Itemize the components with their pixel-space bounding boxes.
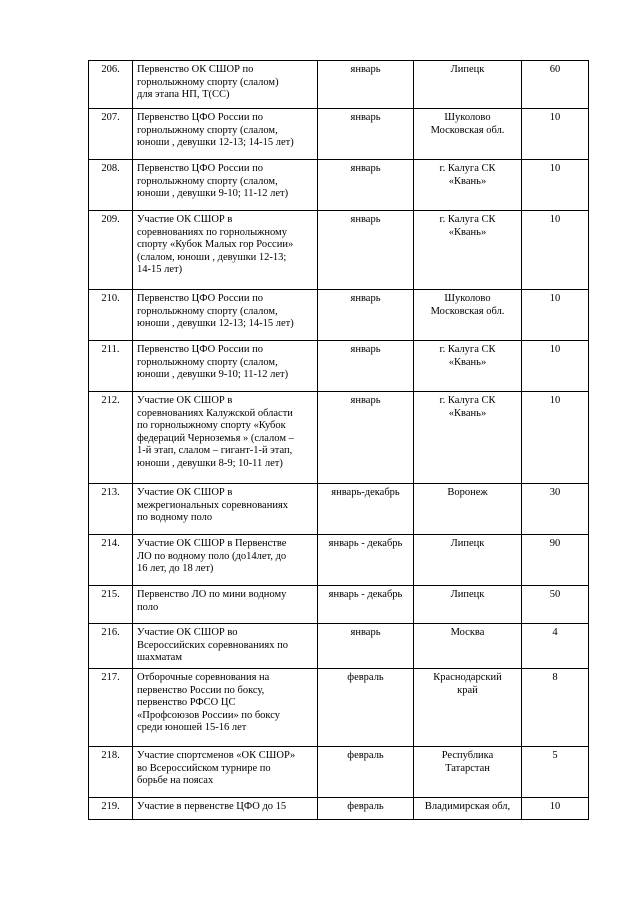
participant-count-cell xyxy=(522,484,589,535)
row-number: 217. xyxy=(101,672,120,683)
event-place-cell xyxy=(414,747,522,798)
event-place: Краснодарский край xyxy=(433,672,502,696)
participant-count: 4 xyxy=(552,627,558,638)
event-name: Участие ОК СШОР в межрегиональных соревнованиях по водному поло xyxy=(137,487,289,523)
row-number: 208. xyxy=(101,163,120,174)
participant-count-cell xyxy=(522,290,589,341)
event-date-cell xyxy=(318,535,414,586)
participant-count-cell xyxy=(522,798,589,820)
event-place-cell xyxy=(414,669,522,747)
participant-count-cell xyxy=(522,586,589,624)
row-number-cell xyxy=(89,798,133,820)
event-date: январь xyxy=(350,293,381,304)
event-date-cell xyxy=(318,61,414,109)
table-row xyxy=(89,109,589,160)
participant-count-cell xyxy=(522,669,589,747)
event-name: Первенство ОК СШОР по горнолыжному спорту (слалом) для этапа НП, Т(СС) xyxy=(137,64,279,100)
event-place-cell xyxy=(414,392,522,484)
event-place: Воронеж xyxy=(447,487,488,498)
event-name: Первенство ЦФО России по горнолыжному спорту (слалом, юноши , девушки 12-13; 14-15 лет) xyxy=(137,112,294,148)
participant-count: 90 xyxy=(549,538,561,549)
event-name: Первенство ЦФО России по горнолыжному спорту (слалом, юноши , девушки 9-10; 11-12 лет) xyxy=(137,163,289,199)
table-row xyxy=(89,61,589,109)
event-date: январь xyxy=(350,64,381,75)
events-table xyxy=(88,60,589,820)
event-name-cell xyxy=(133,109,318,160)
row-number: 213. xyxy=(101,487,120,498)
table-row xyxy=(89,211,589,290)
participant-count-cell xyxy=(522,341,589,392)
event-name: Участие ОК СШОР в соревнованиях по горнолыжному спорту «Кубок Малых гор России» (слалом, юноши , девушки 12-13; 14-15 лет) xyxy=(137,214,294,275)
row-number: 214. xyxy=(101,538,120,549)
row-number-cell xyxy=(89,160,133,211)
event-place-cell xyxy=(414,211,522,290)
table-row xyxy=(89,484,589,535)
participant-count: 10 xyxy=(549,395,561,406)
table-row xyxy=(89,586,589,624)
participant-count: 60 xyxy=(549,64,561,75)
row-number-cell xyxy=(89,61,133,109)
row-number: 210. xyxy=(101,293,120,304)
event-date-cell xyxy=(318,109,414,160)
table-row xyxy=(89,290,589,341)
event-place-cell xyxy=(414,160,522,211)
row-number: 215. xyxy=(101,589,120,600)
event-name-cell xyxy=(133,747,318,798)
participant-count: 10 xyxy=(549,801,561,812)
row-number-cell xyxy=(89,211,133,290)
event-date-cell xyxy=(318,392,414,484)
event-place-cell xyxy=(414,290,522,341)
event-name-cell xyxy=(133,290,318,341)
event-date-cell xyxy=(318,160,414,211)
event-name: Участие в первенстве ЦФО до 15 xyxy=(137,801,287,812)
event-name-cell xyxy=(133,586,318,624)
event-name: Первенство ЦФО России по горнолыжному спорту (слалом, юноши , девушки 12-13; 14-15 лет) xyxy=(137,293,294,329)
event-name: Первенство ЦФО России по горнолыжному спорту (слалом, юноши , девушки 9-10; 11-12 лет) xyxy=(137,344,289,380)
row-number-cell xyxy=(89,669,133,747)
row-number: 219. xyxy=(101,801,120,812)
event-place: Шуколово Московская обл. xyxy=(430,293,505,317)
participant-count: 5 xyxy=(552,750,558,761)
participant-count-cell xyxy=(522,392,589,484)
event-name-cell xyxy=(133,341,318,392)
row-number-cell xyxy=(89,484,133,535)
event-date: январь xyxy=(350,112,381,123)
event-place: Липецк xyxy=(450,589,485,600)
event-date-cell xyxy=(318,669,414,747)
event-date-cell xyxy=(318,290,414,341)
event-name-cell xyxy=(133,392,318,484)
participant-count-cell xyxy=(522,109,589,160)
table-row xyxy=(89,747,589,798)
row-number-cell xyxy=(89,109,133,160)
row-number: 207. xyxy=(101,112,120,123)
event-name-cell xyxy=(133,160,318,211)
participant-count: 8 xyxy=(552,672,558,683)
row-number: 211. xyxy=(101,344,120,355)
event-name-cell xyxy=(133,484,318,535)
event-name-cell xyxy=(133,535,318,586)
participant-count: 10 xyxy=(549,344,561,355)
row-number-cell xyxy=(89,290,133,341)
event-place-cell xyxy=(414,61,522,109)
participant-count: 30 xyxy=(549,487,561,498)
row-number: 212. xyxy=(101,395,120,406)
event-date: январь xyxy=(350,163,381,174)
event-place: г. Калуга СК «Квань» xyxy=(439,344,496,368)
table-row xyxy=(89,798,589,820)
event-name: Отборочные соревнования на первенство России по боксу, первенство РФСО ЦС «Профсоюзов России» по боксу среди юношей 15-16 лет xyxy=(137,672,281,733)
row-number: 206. xyxy=(101,64,120,75)
event-place-cell xyxy=(414,624,522,669)
event-date-cell xyxy=(318,484,414,535)
row-number-cell xyxy=(89,341,133,392)
row-number-cell xyxy=(89,586,133,624)
participant-count-cell xyxy=(522,624,589,669)
row-number: 216. xyxy=(101,627,120,638)
event-date-cell xyxy=(318,747,414,798)
event-date: февраль xyxy=(347,750,384,761)
events-table-body xyxy=(89,61,589,820)
event-date-cell xyxy=(318,624,414,669)
event-place-cell xyxy=(414,798,522,820)
event-date-cell xyxy=(318,211,414,290)
row-number: 218. xyxy=(101,750,120,761)
event-place: Шуколово Московская обл. xyxy=(430,112,505,136)
table-row xyxy=(89,624,589,669)
event-name: Участие ОК СШОР в Первенстве ЛО по водному поло (до14лет, до 16 лет, до 18 лет) xyxy=(137,538,287,574)
event-place-cell xyxy=(414,341,522,392)
event-date: январь xyxy=(350,627,381,638)
participant-count-cell xyxy=(522,160,589,211)
event-place-cell xyxy=(414,484,522,535)
event-date: январь xyxy=(350,344,381,355)
event-name-cell xyxy=(133,211,318,290)
event-name: Первенство ЛО по мини водному поло xyxy=(137,589,287,613)
event-date: январь - декабрь xyxy=(328,538,403,549)
participant-count: 10 xyxy=(549,214,561,225)
event-place: Владимирская обл, xyxy=(424,801,511,812)
participant-count-cell xyxy=(522,535,589,586)
table-row xyxy=(89,160,589,211)
event-place-cell xyxy=(414,535,522,586)
table-row xyxy=(89,341,589,392)
event-name-cell xyxy=(133,61,318,109)
event-name-cell xyxy=(133,669,318,747)
row-number-cell xyxy=(89,747,133,798)
row-number-cell xyxy=(89,392,133,484)
table-row xyxy=(89,392,589,484)
row-number-cell xyxy=(89,624,133,669)
table-row xyxy=(89,535,589,586)
participant-count: 50 xyxy=(549,589,561,600)
event-date: январь xyxy=(350,214,381,225)
event-name-cell xyxy=(133,798,318,820)
event-place: Липецк xyxy=(450,64,485,75)
event-date-cell xyxy=(318,586,414,624)
event-place-cell xyxy=(414,109,522,160)
participant-count-cell xyxy=(522,747,589,798)
event-place: г. Калуга СК «Квань» xyxy=(439,395,496,419)
event-name: Участие ОК СШОР во Всероссийских соревнованиях по шахматам xyxy=(137,627,288,663)
participant-count: 10 xyxy=(549,293,561,304)
event-date: январь xyxy=(350,395,381,406)
event-place: г. Калуга СК «Квань» xyxy=(439,214,496,238)
event-place-cell xyxy=(414,586,522,624)
event-place: Республика Татарстан xyxy=(441,750,494,774)
table-row xyxy=(89,669,589,747)
event-place: г. Калуга СК «Квань» xyxy=(439,163,496,187)
event-name-cell xyxy=(133,624,318,669)
event-place: Москва xyxy=(450,627,485,638)
participant-count: 10 xyxy=(549,112,561,123)
event-date: январь - декабрь xyxy=(328,589,403,600)
row-number: 209. xyxy=(101,214,120,225)
event-date: февраль xyxy=(347,801,384,812)
participant-count: 10 xyxy=(549,163,561,174)
event-date-cell xyxy=(318,798,414,820)
participant-count-cell xyxy=(522,61,589,109)
event-date-cell xyxy=(318,341,414,392)
event-place: Липецк xyxy=(450,538,485,549)
event-date: январь-декабрь xyxy=(331,487,400,498)
row-number-cell xyxy=(89,535,133,586)
event-name: Участие ОК СШОР в соревнованиях Калужской области по горнолыжному спорту «Кубок федераций Черноземья » (слалом – 1-й этап, слалом – гигант-1-й этап, юноши , девушки 8-9; 10-11 лет) xyxy=(137,395,294,469)
event-date: февраль xyxy=(347,672,384,683)
participant-count-cell xyxy=(522,211,589,290)
event-name: Участие спортсменов «ОК СШОР» во Всероссийском турнире по борьбе на поясах xyxy=(137,750,296,786)
